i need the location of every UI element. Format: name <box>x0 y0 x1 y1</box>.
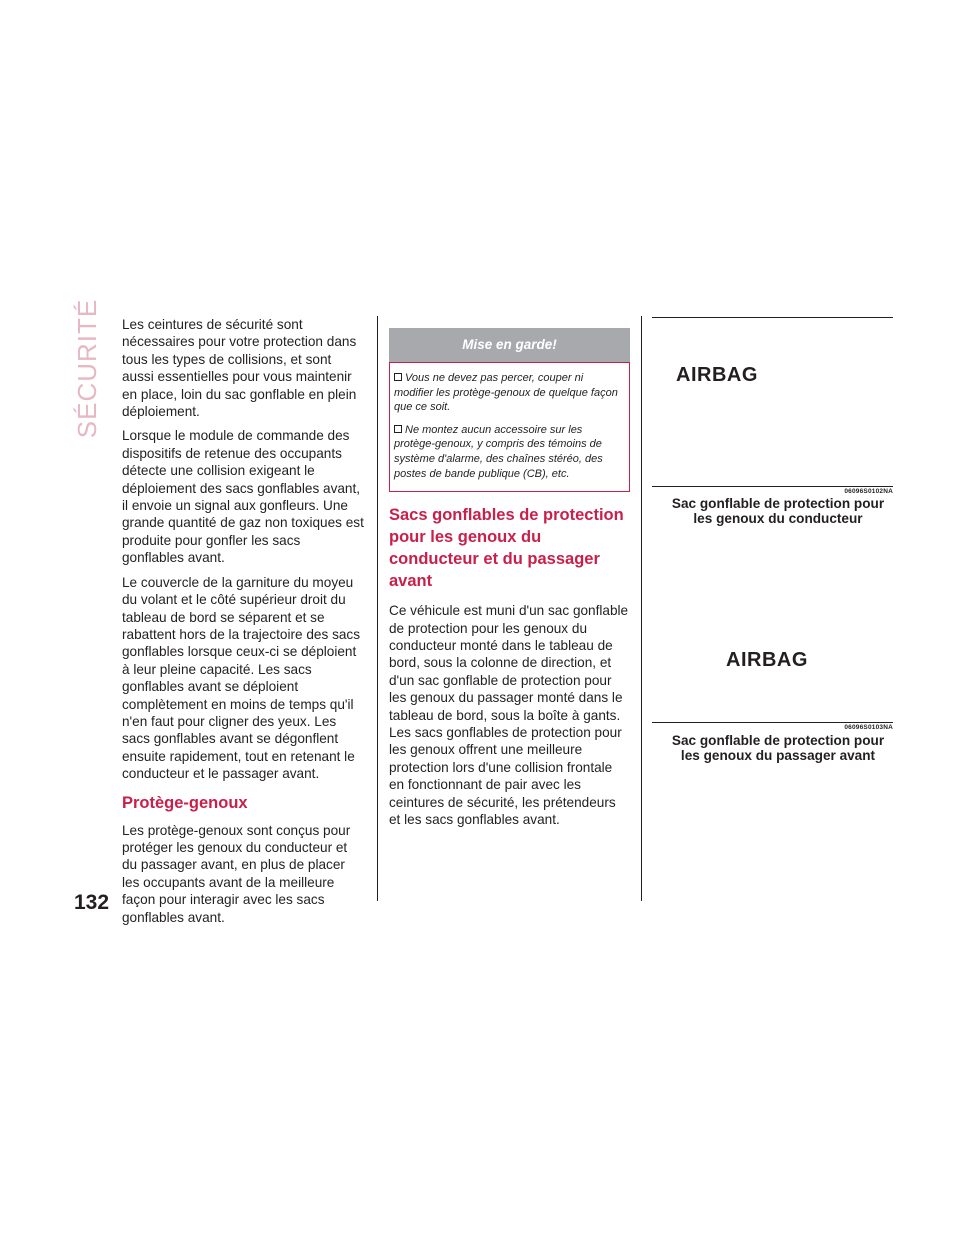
paragraph: Les ceintures de sécurité sont nécessaires pour votre protection dans tous les types de collisions, et sont aussi essentielles pour vous maintenir en place, loin du sac gonflable en plein déploiement. <box>122 317 357 420</box>
column-1 <box>122 316 366 933</box>
figure-airbag-label: AIRBAG <box>726 649 808 671</box>
figure-caption: Sac gonflable de protection pour les genoux du passager avant <box>671 733 885 764</box>
section-tab <box>68 298 108 438</box>
warning-box <box>389 362 630 492</box>
figure-caption: Sac gonflable de protection pour les genoux du conducteur <box>671 496 885 527</box>
paragraph: Ce véhicule est muni d'un sac gonflable de protection pour les genoux du conducteur monté dans le tableau de bord, sous la colonne de direction, et d'un sac gonflable de protection pour les genoux du passager monté dans le tableau de bord, sous la boîte à gants. Les sacs gonflables de protection pour les genoux offrent une meilleure protection lors d'une collision frontale en fonctionnant de pair avec les ceintures de sécurité, les prétendeurs et les sacs gonflables avant. <box>389 603 629 828</box>
paragraph: Lorsque le module de commande des dispositifs de retenue des occupants détecte une collision exigeant le déploiement des sacs gonflables avant, il envoie un signal aux gonfleurs. Une grande quantité de gaz non toxiques est produite pour gonfler les sacs gonflables avant. <box>122 428 364 566</box>
section-heading-knee-guards: Protège-genoux <box>122 793 248 812</box>
section-tab-label: SÉCURITÉ <box>72 298 103 438</box>
figure-airbag-label: AIRBAG <box>676 364 758 386</box>
page-number: 132 <box>74 891 110 914</box>
column-divider <box>377 316 378 901</box>
figure-bottom-rule <box>652 486 893 487</box>
paragraph: Le couvercle de la garniture du moyeu du volant et le côté supérieur droit du tableau de bord se séparent et se rabattent hors de la trajectoire des sacs gonflables lorsque ceux-ci se déploient à leur pleine capacité. Les sacs gonflables avant se déploient complètement en moins de temps qu'il n'en faut pour cligner des yeux. Les sacs gonflables avant se dégonflent ensuite rapidement, tout en retenant le conducteur et le passager avant. <box>122 574 361 782</box>
warning-title: Mise en garde! <box>389 328 630 362</box>
figure-code: 06096S0102NA <box>844 488 893 495</box>
warning-item: Vous ne devez pas percer, couper ni modifier les protège-genoux de quelque façon que ce soit. <box>394 372 618 414</box>
checkbox-bullet-icon <box>394 425 402 433</box>
column-2 <box>389 316 630 835</box>
figure-top-rule <box>652 317 893 318</box>
checkbox-bullet-icon <box>394 373 402 381</box>
warning-block <box>389 328 630 492</box>
figure-bottom-rule <box>652 722 893 723</box>
warning-item: Ne montez aucun accessoire sur les protège-genoux, y compris des témoins de système d'alarme, des chaînes stéréo, des postes de bande publique (CB), etc. <box>394 423 603 480</box>
section-heading-knee-airbags: Sacs gonflables de protection pour les genoux du conducteur et du passager avant <box>389 506 624 591</box>
column-divider <box>641 316 642 901</box>
figure-code: 06096S0103NA <box>844 724 893 731</box>
paragraph: Les protège-genoux sont conçus pour protéger les genoux du conducteur et du passager avant, en plus de placer les occupants avant de la meilleure façon pour interagir avec les sacs gonflables avant. <box>122 822 351 925</box>
